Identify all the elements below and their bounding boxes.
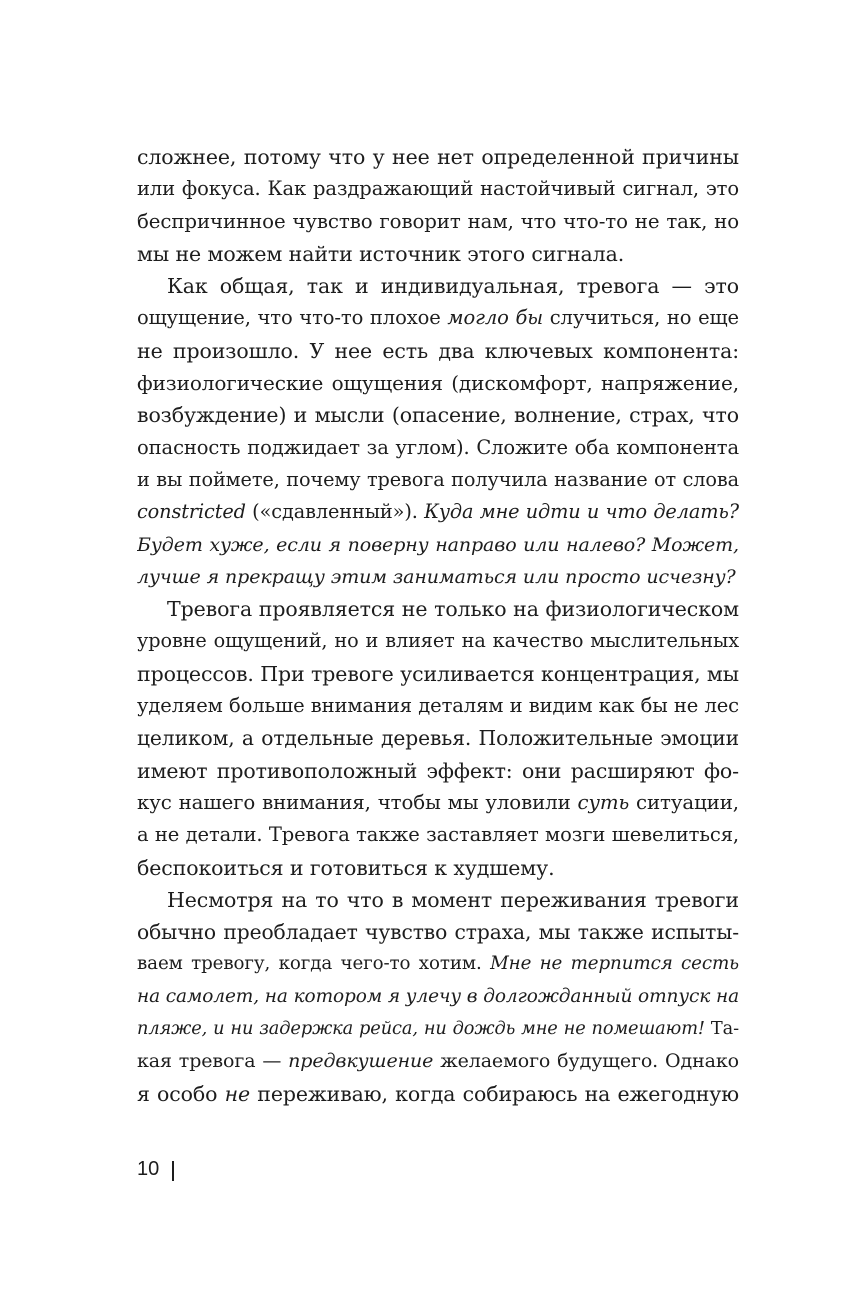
- text-run: опасность поджидает за углом). Сложите оба компонента: [137, 435, 739, 459]
- text-line: [137, 1078, 739, 1110]
- text-line: [137, 399, 739, 431]
- text-run: имеют противоположный эффект: они расширяют фо-: [137, 758, 739, 783]
- text-run: целиком, а отдельные деревья. Положительные эмоции: [137, 726, 739, 751]
- text-run: переживаю, когда собираюсь на ежегодную: [250, 1081, 739, 1106]
- text-line: [137, 529, 739, 561]
- text-line: [137, 852, 739, 884]
- paragraph: [137, 141, 739, 270]
- text-run: уровне ощущений, но и влияет на качество мыслительных: [137, 629, 739, 653]
- italic-run: constricted: [137, 500, 246, 524]
- paragraph: [137, 270, 739, 593]
- italic-run: Мне не терпится сесть: [490, 953, 739, 975]
- page-number-divider: [172, 1161, 174, 1181]
- text-run: ваем тревогу, когда чего-то хотим.: [137, 953, 491, 975]
- italic-run: могло бы: [447, 306, 544, 330]
- text-line: [137, 593, 739, 625]
- text-run: беспричинное чувство говорит нам, что что-то не так, но: [137, 209, 739, 233]
- italic-run: предвкушение: [288, 1050, 434, 1073]
- text-line: [137, 1045, 739, 1077]
- paragraph: [137, 884, 739, 1110]
- text-run: обычно преобладает чувство страха, мы также испыты-: [137, 920, 739, 945]
- text-line: [137, 206, 739, 238]
- text-run: Несмотря на то что в момент переживания тревоги: [167, 887, 739, 912]
- text-run: Та-: [704, 1019, 739, 1040]
- text-line: [137, 238, 739, 270]
- text-line: [137, 1013, 739, 1045]
- text-run: Как общая, так и индивидуальная, тревога — это: [167, 274, 739, 299]
- text-run: сложнее, потому что у нее нет определенной причины: [137, 145, 739, 169]
- text-run: не произошло. У нее есть два ключевых компонента:: [137, 338, 739, 363]
- italic-run: на самолет, на котором я улечу в долгожданный отпуск на: [137, 985, 739, 1007]
- text-run: возбуждение) и мысли (опасение, волнение, страх, что: [137, 403, 739, 428]
- text-line: [137, 658, 739, 690]
- text-line: [137, 787, 739, 819]
- text-run: и вы поймете, почему тревога получила название от слова: [137, 467, 739, 491]
- text-run: беспокоиться и готовиться к худшему.: [137, 855, 555, 880]
- text-line: [137, 916, 739, 948]
- italic-run: Куда мне идти и что делать?: [424, 500, 739, 524]
- text-line: [137, 981, 739, 1013]
- text-run: а не детали. Тревога также заставляет мозги шевелиться,: [137, 823, 739, 847]
- text-run: физиологические ощущения (дискомфорт, напряжение,: [137, 371, 739, 396]
- text-line: [137, 335, 739, 367]
- text-line: [137, 141, 739, 173]
- text-run: ощущение, что что-то плохое: [137, 306, 448, 330]
- text-line: [137, 367, 739, 399]
- text-run: мы не можем найти источник этого сигнала.: [137, 241, 625, 266]
- text-line: [137, 432, 739, 464]
- italic-run: пляже, и ни задержка рейса, ни дождь мне не помешают!: [137, 1019, 705, 1040]
- text-line: [137, 464, 739, 496]
- text-line: [137, 948, 739, 980]
- text-run: Тревога проявляется не только на физиологическом: [167, 597, 739, 622]
- text-run: я особо: [137, 1081, 225, 1106]
- paragraph: [137, 593, 739, 884]
- text-run: («сдавленный»).: [245, 500, 425, 524]
- body-text: [137, 141, 739, 1110]
- text-line: [137, 173, 739, 205]
- italic-run: лучше я прекращу этим заниматься или просто исчезну?: [137, 565, 736, 588]
- text-line: [137, 819, 739, 851]
- text-line: [137, 884, 739, 916]
- text-run: случиться, но еще: [543, 306, 739, 330]
- text-line: [137, 270, 739, 302]
- text-line: [137, 690, 739, 722]
- text-line: [137, 625, 739, 657]
- text-run: желаемого будущего. Однако: [433, 1050, 739, 1073]
- text-line: [137, 722, 739, 754]
- text-run: процессов. При тревоге усиливается концентрация, мы: [137, 661, 739, 686]
- italic-run: Будет хуже, если я поверну направо или налево? Может,: [137, 533, 739, 556]
- italic-run: не: [224, 1081, 251, 1106]
- page-number: 10: [137, 1158, 160, 1180]
- text-line: [137, 561, 739, 593]
- text-run: ситуации,: [629, 790, 739, 814]
- italic-run: суть: [577, 790, 630, 814]
- text-run: уделяем больше внимания деталям и видим как бы не лес: [137, 694, 739, 718]
- text-line: [137, 496, 739, 528]
- text-run: или фокуса. Как раздражающий настойчивый сигнал, это: [137, 177, 739, 201]
- text-line: [137, 755, 739, 787]
- text-line: [137, 302, 739, 334]
- text-run: кая тревога —: [137, 1050, 289, 1073]
- text-run: кус нашего внимания, чтобы мы уловили: [137, 790, 578, 814]
